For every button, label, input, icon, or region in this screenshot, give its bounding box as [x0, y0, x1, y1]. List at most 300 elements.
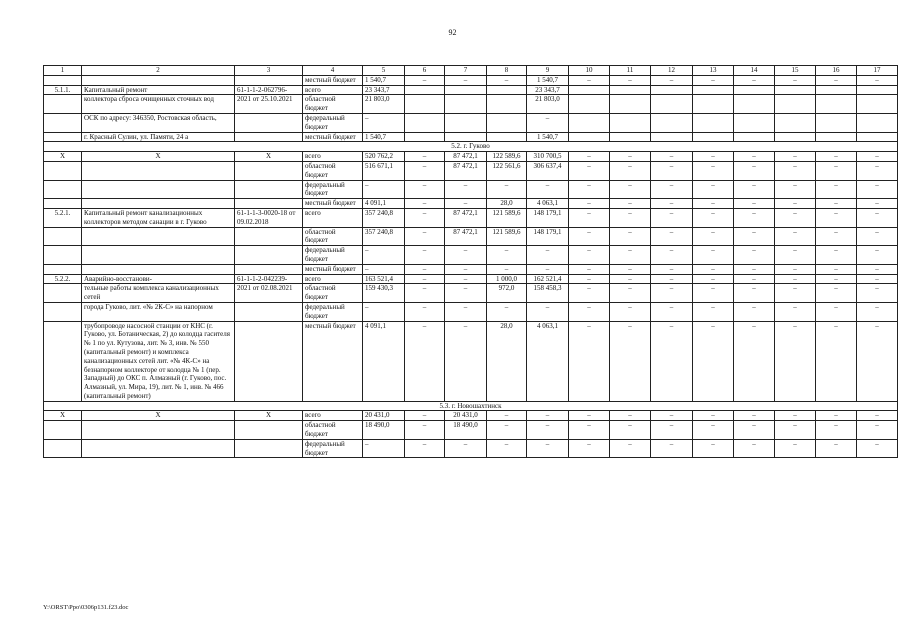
column-number-cell: 12 [651, 66, 693, 76]
expertise-cell [235, 227, 303, 246]
object-name-cell: Х [82, 411, 235, 421]
item-number-cell [44, 75, 82, 85]
item-number-cell [44, 284, 82, 303]
year-cell: – [445, 284, 487, 303]
table-row [44, 274, 898, 284]
year-cell: 121 589,6 [487, 208, 527, 227]
budget-source-cell: местный бюджет [303, 132, 363, 142]
year-cell [569, 113, 610, 132]
year-cell: – [569, 161, 610, 180]
section-title: 5.2. г. Гуково [44, 142, 898, 152]
year-cell: – [569, 227, 610, 246]
section-title: 5.3. г. Новошахтинск [44, 401, 898, 411]
year-cell: – [610, 284, 651, 303]
year-cell [775, 95, 816, 114]
year-cell: – [445, 246, 487, 265]
year-cell: – [610, 208, 651, 227]
year-cell: – [816, 421, 857, 440]
table-row [44, 421, 898, 440]
year-cell: – [487, 180, 527, 199]
column-number-row [44, 66, 898, 76]
expertise-cell: 61-1-1-2-042239- [235, 274, 303, 284]
year-cell: 18 490,0 [445, 421, 487, 440]
year-cell [857, 132, 898, 142]
year-cell: – [651, 302, 693, 321]
year-cell: – [816, 246, 857, 265]
year-cell [693, 113, 734, 132]
year-cell: – [775, 274, 816, 284]
year-cell: – [816, 180, 857, 199]
year-cell: – [816, 152, 857, 162]
year-cell: – [527, 113, 569, 132]
year-cell: – [816, 208, 857, 227]
expertise-cell [235, 302, 303, 321]
year-cell: – [569, 75, 610, 85]
budget-source-cell: всего [303, 274, 363, 284]
year-cell: – [734, 411, 775, 421]
year-cell [445, 113, 487, 132]
object-name-cell [82, 246, 235, 265]
year-cell: – [857, 284, 898, 303]
year-cell: – [775, 199, 816, 209]
total-amount-cell: 21 803,0 [363, 95, 405, 114]
table-row [44, 161, 898, 180]
year-cell: – [527, 421, 569, 440]
year-cell [487, 95, 527, 114]
year-cell [734, 132, 775, 142]
year-cell [651, 113, 693, 132]
year-cell: – [610, 321, 651, 401]
year-cell: 87 472,1 [445, 161, 487, 180]
year-cell: – [569, 411, 610, 421]
year-cell [816, 113, 857, 132]
year-cell: – [487, 421, 527, 440]
year-cell [857, 85, 898, 95]
year-cell: – [445, 180, 487, 199]
year-cell: – [775, 264, 816, 274]
year-cell: – [487, 75, 527, 85]
year-cell: – [651, 411, 693, 421]
column-number-cell: 7 [445, 66, 487, 76]
year-cell: – [734, 246, 775, 265]
year-cell [857, 113, 898, 132]
year-cell: – [775, 321, 816, 401]
object-name-cell: Аварийно-восстанови- [82, 274, 235, 284]
budget-source-cell: областной бюджет [303, 421, 363, 440]
year-cell [610, 85, 651, 95]
year-cell [569, 95, 610, 114]
year-cell: – [487, 264, 527, 274]
year-cell: – [775, 161, 816, 180]
year-cell: – [405, 439, 445, 458]
year-cell [569, 132, 610, 142]
year-cell: – [734, 152, 775, 162]
year-cell: – [405, 246, 445, 265]
year-cell: – [734, 274, 775, 284]
year-cell: – [693, 227, 734, 246]
year-cell: – [734, 199, 775, 209]
year-cell: – [734, 284, 775, 303]
year-cell: 21 803,0 [527, 95, 569, 114]
table-row [44, 208, 898, 227]
year-cell: – [857, 199, 898, 209]
year-cell: – [610, 227, 651, 246]
year-cell: – [527, 411, 569, 421]
expertise-cell [235, 199, 303, 209]
year-cell [734, 95, 775, 114]
year-cell: – [816, 439, 857, 458]
object-name-cell [82, 75, 235, 85]
table-body [44, 66, 898, 458]
year-cell: – [775, 284, 816, 303]
object-name-cell [82, 227, 235, 246]
year-cell: – [734, 321, 775, 401]
year-cell: – [405, 208, 445, 227]
object-name-cell: Х [82, 152, 235, 162]
year-cell: 1 540,7 [527, 75, 569, 85]
year-cell: – [734, 439, 775, 458]
expertise-cell [235, 421, 303, 440]
total-amount-cell: 163 521,4 [363, 274, 405, 284]
year-cell [651, 85, 693, 95]
year-cell: – [857, 421, 898, 440]
year-cell: – [445, 75, 487, 85]
column-number-cell: 16 [816, 66, 857, 76]
object-name-cell [82, 421, 235, 440]
year-cell: – [693, 246, 734, 265]
year-cell: – [693, 284, 734, 303]
year-cell: – [857, 411, 898, 421]
year-cell: 87 472,1 [445, 208, 487, 227]
total-amount-cell: 357 240,8 [363, 227, 405, 246]
table-row [44, 264, 898, 274]
column-number-cell: 14 [734, 66, 775, 76]
year-cell [487, 113, 527, 132]
year-cell: 310 700,5 [527, 152, 569, 162]
year-cell: – [857, 246, 898, 265]
year-cell: – [610, 199, 651, 209]
year-cell: – [775, 411, 816, 421]
year-cell: 87 472,1 [445, 227, 487, 246]
budget-source-cell: всего [303, 208, 363, 227]
year-cell: – [569, 199, 610, 209]
item-number-cell [44, 113, 82, 132]
year-cell: – [610, 161, 651, 180]
object-name-cell: Капитальный ремонт [82, 85, 235, 95]
year-cell [405, 85, 445, 95]
year-cell: – [775, 421, 816, 440]
table-row [44, 439, 898, 458]
year-cell: 87 472,1 [445, 152, 487, 162]
year-cell: – [775, 227, 816, 246]
year-cell: – [734, 180, 775, 199]
total-amount-cell: 20 431,0 [363, 411, 405, 421]
year-cell: – [857, 302, 898, 321]
year-cell [610, 95, 651, 114]
year-cell [610, 113, 651, 132]
table-row [44, 246, 898, 265]
year-cell: 122 589,6 [487, 152, 527, 162]
year-cell [816, 132, 857, 142]
year-cell: – [527, 302, 569, 321]
year-cell: – [734, 302, 775, 321]
year-cell [775, 85, 816, 95]
year-cell: – [487, 302, 527, 321]
year-cell: – [445, 274, 487, 284]
item-number-cell [44, 439, 82, 458]
year-cell: – [816, 302, 857, 321]
budget-source-cell: местный бюджет [303, 264, 363, 274]
budget-source-cell: федеральный бюджет [303, 113, 363, 132]
year-cell: – [734, 75, 775, 85]
year-cell: – [610, 75, 651, 85]
year-cell: – [405, 227, 445, 246]
expertise-cell [235, 132, 303, 142]
year-cell: – [734, 208, 775, 227]
total-amount-cell: – [363, 246, 405, 265]
year-cell [405, 95, 445, 114]
year-cell: – [527, 439, 569, 458]
year-cell: – [610, 421, 651, 440]
year-cell: – [651, 439, 693, 458]
year-cell: – [405, 321, 445, 401]
year-cell: – [445, 302, 487, 321]
year-cell: – [569, 421, 610, 440]
year-cell: – [569, 264, 610, 274]
expertise-cell [235, 264, 303, 274]
item-number-cell [44, 321, 82, 401]
table-row [44, 284, 898, 303]
column-number-cell: 17 [857, 66, 898, 76]
table-row [44, 199, 898, 209]
item-number-cell: Х [44, 152, 82, 162]
year-cell: – [693, 180, 734, 199]
total-amount-cell: – [363, 264, 405, 274]
year-cell: – [857, 264, 898, 274]
object-name-cell: Капитальный ремонт канализационных коллекторов методом санации в г. Гуково [82, 208, 235, 227]
year-cell: – [857, 439, 898, 458]
expertise-cell: 2021 от 02.08.2021 [235, 284, 303, 303]
year-cell: – [651, 199, 693, 209]
year-cell: – [857, 208, 898, 227]
year-cell: – [857, 274, 898, 284]
table-row [44, 152, 898, 162]
total-amount-cell: 520 762,2 [363, 152, 405, 162]
year-cell: 20 431,0 [445, 411, 487, 421]
section-row [44, 401, 898, 411]
year-cell: – [569, 302, 610, 321]
column-number-cell: 15 [775, 66, 816, 76]
year-cell: 121 589,6 [487, 227, 527, 246]
year-cell [857, 95, 898, 114]
year-cell: – [651, 321, 693, 401]
table-row [44, 321, 898, 401]
year-cell: – [857, 161, 898, 180]
year-cell: – [405, 180, 445, 199]
year-cell: – [487, 246, 527, 265]
column-number-cell: 6 [405, 66, 445, 76]
column-number-cell: 11 [610, 66, 651, 76]
year-cell: – [734, 264, 775, 274]
table-row [44, 95, 898, 114]
item-number-cell [44, 161, 82, 180]
year-cell: – [651, 180, 693, 199]
year-cell: – [693, 411, 734, 421]
year-cell: – [445, 199, 487, 209]
year-cell: – [487, 439, 527, 458]
object-name-cell: г. Красный Сулин, ул. Памяти, 24 а [82, 132, 235, 142]
year-cell [734, 85, 775, 95]
total-amount-cell: 23 343,7 [363, 85, 405, 95]
budget-source-cell: областной бюджет [303, 95, 363, 114]
item-number-cell [44, 227, 82, 246]
year-cell: – [445, 439, 487, 458]
table-row [44, 85, 898, 95]
year-cell: – [651, 264, 693, 274]
year-cell: – [693, 439, 734, 458]
funding-table [43, 65, 898, 458]
item-number-cell: 5.2.2. [44, 274, 82, 284]
budget-source-cell: областной бюджет [303, 161, 363, 180]
table-row [44, 227, 898, 246]
year-cell [610, 132, 651, 142]
year-cell: – [816, 284, 857, 303]
item-number-cell [44, 95, 82, 114]
year-cell: – [569, 152, 610, 162]
expertise-cell [235, 113, 303, 132]
year-cell: 1 540,7 [527, 132, 569, 142]
year-cell: – [775, 439, 816, 458]
year-cell: – [816, 75, 857, 85]
year-cell: – [693, 75, 734, 85]
year-cell: – [693, 302, 734, 321]
year-cell: – [816, 411, 857, 421]
expertise-cell [235, 161, 303, 180]
table-row [44, 132, 898, 142]
year-cell: – [610, 411, 651, 421]
object-name-cell: трубопроводе насосной станции от КНС (г. Гуково, ул. Ботаническая, 2) до колодца гасителя № 1 по ул. Кутузова, лит. № 3, инв. № 550 (капитальный ремонт) и комплекса канализационных сетей лит. «№ 4К-С» на безнапорном коллекторе от колодца № 1 (пер. Западный) до ОКС п. Алмазный (г. Гуково, пос. Алмазный, ул. Мира, 19), лит. № 1, инв. № 466 (капитальный ремонт) [82, 321, 235, 401]
table-row [44, 411, 898, 421]
item-number-cell: Х [44, 411, 82, 421]
year-cell: 28,0 [487, 321, 527, 401]
column-number-cell: 10 [569, 66, 610, 76]
year-cell: – [569, 321, 610, 401]
year-cell: – [651, 274, 693, 284]
column-number-cell: 8 [487, 66, 527, 76]
year-cell: – [405, 411, 445, 421]
year-cell: – [569, 208, 610, 227]
object-name-cell: ОСК по адресу: 346350, Ростовская область, [82, 113, 235, 132]
object-name-cell [82, 180, 235, 199]
column-number-cell: 3 [235, 66, 303, 76]
budget-source-cell: всего [303, 85, 363, 95]
object-name-cell [82, 199, 235, 209]
year-cell [487, 85, 527, 95]
year-cell: – [445, 321, 487, 401]
year-cell [651, 132, 693, 142]
year-cell: – [775, 302, 816, 321]
expertise-cell [235, 180, 303, 199]
year-cell: – [445, 264, 487, 274]
year-cell: – [857, 321, 898, 401]
budget-source-cell: федеральный бюджет [303, 439, 363, 458]
year-cell: – [405, 75, 445, 85]
year-cell: – [651, 161, 693, 180]
total-amount-cell: 1 540,7 [363, 132, 405, 142]
year-cell: – [775, 246, 816, 265]
year-cell: – [651, 152, 693, 162]
year-cell: – [569, 439, 610, 458]
year-cell [487, 132, 527, 142]
item-number-cell [44, 132, 82, 142]
year-cell [651, 95, 693, 114]
total-amount-cell: 18 490,0 [363, 421, 405, 440]
year-cell: – [405, 284, 445, 303]
year-cell: – [527, 246, 569, 265]
year-cell: 306 637,4 [527, 161, 569, 180]
item-number-cell [44, 421, 82, 440]
column-number-cell: 2 [82, 66, 235, 76]
year-cell: – [857, 152, 898, 162]
year-cell [405, 132, 445, 142]
expertise-cell [235, 75, 303, 85]
expertise-cell: 61-1-1-2-062796- [235, 85, 303, 95]
expertise-cell [235, 439, 303, 458]
year-cell: – [610, 274, 651, 284]
year-cell: – [405, 161, 445, 180]
table-row [44, 180, 898, 199]
budget-source-cell: всего [303, 152, 363, 162]
total-amount-cell: 4 091,1 [363, 321, 405, 401]
budget-source-cell: федеральный бюджет [303, 246, 363, 265]
year-cell: – [816, 199, 857, 209]
year-cell: – [569, 246, 610, 265]
object-name-cell [82, 439, 235, 458]
total-amount-cell: 516 671,1 [363, 161, 405, 180]
year-cell [816, 95, 857, 114]
budget-source-cell: областной бюджет [303, 284, 363, 303]
year-cell: – [405, 152, 445, 162]
year-cell: – [610, 264, 651, 274]
total-amount-cell: – [363, 439, 405, 458]
year-cell: – [734, 161, 775, 180]
year-cell: – [569, 284, 610, 303]
year-cell: – [816, 161, 857, 180]
year-cell: – [610, 302, 651, 321]
total-amount-cell: – [363, 180, 405, 199]
year-cell: – [693, 321, 734, 401]
year-cell [693, 132, 734, 142]
year-cell [445, 95, 487, 114]
year-cell: – [775, 208, 816, 227]
expertise-cell [235, 321, 303, 401]
year-cell [775, 132, 816, 142]
year-cell: – [527, 264, 569, 274]
year-cell: – [651, 284, 693, 303]
expertise-cell [235, 246, 303, 265]
table-row [44, 113, 898, 132]
total-amount-cell: 1 540,7 [363, 75, 405, 85]
year-cell: – [816, 321, 857, 401]
year-cell [734, 113, 775, 132]
table-row [44, 75, 898, 85]
expertise-cell: 61-1-1-3-0020-18 от 09.02.2018 [235, 208, 303, 227]
year-cell: – [693, 161, 734, 180]
year-cell: 148 179,1 [527, 227, 569, 246]
expertise-cell: Х [235, 411, 303, 421]
year-cell [816, 85, 857, 95]
year-cell: – [693, 274, 734, 284]
